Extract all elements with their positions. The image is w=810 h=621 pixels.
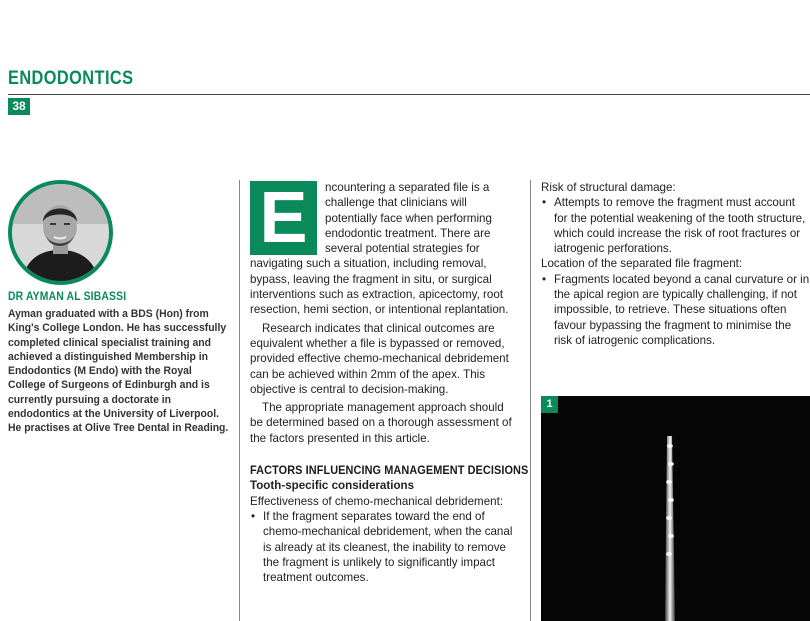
list-item: • Attempts to remove the fragment must account for the potential weakening of the tooth structure, which could increase the risk of root fractures or iatrogenic perforations. xyxy=(541,195,810,256)
factor-label: Location of the separated file fragment: xyxy=(541,257,743,271)
author-name: DR AYMAN AL SIBASSI xyxy=(8,291,127,303)
author-avatar xyxy=(8,180,113,285)
list-item: • If the fragment separates toward the end of chemo-mechanical debridement, when the canal is already at its cleanest, the inability to remove the fragment is unlikely to significantly impact treatment outcomes. xyxy=(250,509,518,585)
bullet-list xyxy=(541,195,810,256)
section-title: ENDODONTICS xyxy=(8,68,134,89)
author-bio: Ayman graduated with a BDS (Hon) from King's College London. He has successfully completed clinical specialist training and achieved a distinguished Membership in Endodontics (M Endo) with the Royal College of Surgeons of Edinburgh and is currently pursuing a doctorate in endodontics at the University of Liverpool. He practises at Olive Tree Dental in Reading. xyxy=(8,308,229,435)
column-divider xyxy=(530,180,531,621)
article-column-right xyxy=(541,180,810,348)
column-divider xyxy=(239,180,240,621)
figure-label: 1 xyxy=(541,396,558,413)
author-photo xyxy=(12,184,109,281)
bullet-list xyxy=(541,272,810,348)
bullet-list xyxy=(250,509,518,585)
figure-1 xyxy=(541,396,810,621)
subheading: Tooth-specific considerations xyxy=(250,479,415,493)
section-heading: FACTORS INFLUENCING MANAGEMENT DECISIONS xyxy=(250,463,529,478)
article-column-middle xyxy=(250,178,529,585)
factor-label: Risk of structural damage: xyxy=(541,181,676,194)
drop-cap: E xyxy=(250,181,317,255)
header-divider xyxy=(8,94,810,95)
intro-paragraph: ncountering a separated file is a challenge that clinicians will potentially face when performing endodontic treatment. There are several potential strategies for navigating such a situation, including removal, bypass, leaving the fragment in situ, or surgical interventions such as extraction, apicectomy, root resection, hemi section, or intentional replantation. xyxy=(250,181,509,317)
page-number-badge: 38 xyxy=(8,98,30,115)
paragraph: The appropriate management approach should be determined based on a thorough assessment of the factors presented in this article. xyxy=(250,401,512,445)
endodontic-file-image xyxy=(541,396,810,621)
list-item: • Fragments located beyond a canal curvature or in the apical region are typically challenging, if not impossible, to retrieve. These situations often favour bypassing the fragment to minimise the risk of iatrogenic complications. xyxy=(541,272,810,348)
factor-label: Effectiveness of chemo-mechanical debridement: xyxy=(250,494,504,508)
paragraph: Research indicates that clinical outcomes are equivalent whether a file is bypassed or removed, provided effective chemo-mechanical debridement can be achieved within 2mm of the apex. This objective is central to decision-making. xyxy=(250,321,509,396)
